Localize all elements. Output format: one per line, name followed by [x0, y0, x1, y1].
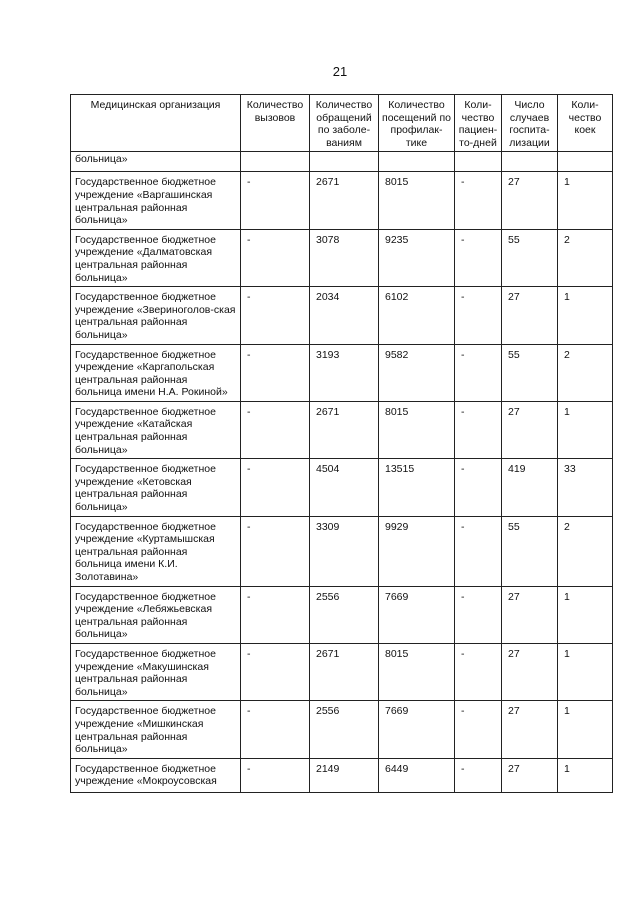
- table-row: [71, 701, 613, 758]
- calls-cell: -: [241, 701, 310, 758]
- hospitalizations-cell: 419: [502, 459, 558, 516]
- page-number: 21: [332, 64, 348, 79]
- beds-cell: 1: [558, 401, 613, 458]
- patient-days-cell: -: [455, 516, 502, 586]
- disease-visits-cell: 4504: [310, 459, 379, 516]
- hospitalizations-cell: [502, 152, 558, 172]
- disease-visits-cell: 3309: [310, 516, 379, 586]
- organization-cell: Государственное бюджетное учреждение «Мишкинская центральная районная больница»: [71, 701, 241, 758]
- hospitalizations-cell: 27: [502, 758, 558, 792]
- organization-cell: Государственное бюджетное учреждение «Каргапольская центральная районная больница имени Н.А. Рокиной»: [71, 344, 241, 401]
- calls-cell: -: [241, 401, 310, 458]
- patient-days-cell: -: [455, 758, 502, 792]
- disease-visits-cell: 3078: [310, 229, 379, 286]
- patient-days-cell: -: [455, 643, 502, 700]
- disease-visits-cell: 2556: [310, 586, 379, 643]
- table-header-row: [71, 95, 613, 152]
- organization-cell: Государственное бюджетное учреждение «Варгашинская центральная районная больница»: [71, 172, 241, 229]
- calls-cell: -: [241, 516, 310, 586]
- table-row: [71, 643, 613, 700]
- calls-cell: -: [241, 344, 310, 401]
- disease-visits-cell: 2671: [310, 643, 379, 700]
- preventive-visits-cell: 7669: [379, 701, 455, 758]
- beds-cell: [558, 152, 613, 172]
- hospitalizations-cell: 27: [502, 401, 558, 458]
- table-row: [71, 758, 613, 792]
- hospital-volumes-table: [70, 94, 613, 793]
- table-row: [71, 152, 613, 172]
- table-row: [71, 401, 613, 458]
- organization-cell: Государственное бюджетное учреждение «Куртамышская центральная районная больница имени К.И. Золотавина»: [71, 516, 241, 586]
- hospitalizations-cell: 55: [502, 229, 558, 286]
- beds-cell: 2: [558, 229, 613, 286]
- header-beds: Коли-чество коек: [558, 95, 613, 152]
- calls-cell: -: [241, 459, 310, 516]
- calls-cell: -: [241, 758, 310, 792]
- calls-cell: -: [241, 586, 310, 643]
- calls-cell: [241, 152, 310, 172]
- disease-visits-cell: 2149: [310, 758, 379, 792]
- calls-cell: -: [241, 643, 310, 700]
- header-disease-visits: Количество обращений по заболе-ваниям: [310, 95, 379, 152]
- patient-days-cell: -: [455, 586, 502, 643]
- organization-cell: Государственное бюджетное учреждение «Кетовская центральная районная больница»: [71, 459, 241, 516]
- hospitalizations-cell: 27: [502, 287, 558, 344]
- patient-days-cell: -: [455, 701, 502, 758]
- preventive-visits-cell: 9929: [379, 516, 455, 586]
- disease-visits-cell: 3193: [310, 344, 379, 401]
- preventive-visits-cell: 9235: [379, 229, 455, 286]
- header-patient-days: Коли-чество пациен-то-дней: [455, 95, 502, 152]
- preventive-visits-cell: 6449: [379, 758, 455, 792]
- organization-cell: Государственное бюджетное учреждение «Макушинская центральная районная больница»: [71, 643, 241, 700]
- patient-days-cell: [455, 152, 502, 172]
- patient-days-cell: -: [455, 344, 502, 401]
- preventive-visits-cell: 7669: [379, 586, 455, 643]
- preventive-visits-cell: 6102: [379, 287, 455, 344]
- calls-cell: -: [241, 287, 310, 344]
- preventive-visits-cell: 8015: [379, 643, 455, 700]
- disease-visits-cell: 2671: [310, 401, 379, 458]
- hospitalizations-cell: 27: [502, 172, 558, 229]
- patient-days-cell: -: [455, 229, 502, 286]
- hospitalizations-cell: 27: [502, 701, 558, 758]
- table-row: [71, 344, 613, 401]
- patient-days-cell: -: [455, 172, 502, 229]
- preventive-visits-cell: 8015: [379, 172, 455, 229]
- disease-visits-cell: 2671: [310, 172, 379, 229]
- hospitalizations-cell: 27: [502, 586, 558, 643]
- beds-cell: 2: [558, 516, 613, 586]
- table-row: [71, 516, 613, 586]
- table-row: [71, 459, 613, 516]
- beds-cell: 1: [558, 172, 613, 229]
- organization-cell: Государственное бюджетное учреждение «Далматовская центральная районная больница»: [71, 229, 241, 286]
- preventive-visits-cell: [379, 152, 455, 172]
- table-row: [71, 586, 613, 643]
- hospitalizations-cell: 27: [502, 643, 558, 700]
- beds-cell: 1: [558, 701, 613, 758]
- disease-visits-cell: 2556: [310, 701, 379, 758]
- calls-cell: -: [241, 229, 310, 286]
- patient-days-cell: -: [455, 287, 502, 344]
- beds-cell: 1: [558, 643, 613, 700]
- organization-cell: больница»: [71, 152, 241, 172]
- beds-cell: 1: [558, 287, 613, 344]
- beds-cell: 2: [558, 344, 613, 401]
- hospitalizations-cell: 55: [502, 344, 558, 401]
- disease-visits-cell: 2034: [310, 287, 379, 344]
- preventive-visits-cell: 13515: [379, 459, 455, 516]
- header-preventive-visits: Количество посещений по профилак-тике: [379, 95, 455, 152]
- beds-cell: 33: [558, 459, 613, 516]
- header-calls: Количество вызовов: [241, 95, 310, 152]
- patient-days-cell: -: [455, 401, 502, 458]
- table-row: [71, 287, 613, 344]
- beds-cell: 1: [558, 758, 613, 792]
- organization-cell: Государственное бюджетное учреждение «Лебяжьевская центральная районная больница»: [71, 586, 241, 643]
- calls-cell: -: [241, 172, 310, 229]
- organization-cell: Государственное бюджетное учреждение «Катайская центральная районная больница»: [71, 401, 241, 458]
- patient-days-cell: -: [455, 459, 502, 516]
- beds-cell: 1: [558, 586, 613, 643]
- header-hospitalizations: Число случаев госпита-лизации: [502, 95, 558, 152]
- table-row: [71, 229, 613, 286]
- header-organization: Медицинская организация: [71, 95, 241, 152]
- organization-cell: Государственное бюджетное учреждение «Мокроусовская: [71, 758, 241, 792]
- disease-visits-cell: [310, 152, 379, 172]
- table-row: [71, 172, 613, 229]
- hospitalizations-cell: 55: [502, 516, 558, 586]
- organization-cell: Государственное бюджетное учреждение «Звериноголов-ская центральная районная больница»: [71, 287, 241, 344]
- preventive-visits-cell: 9582: [379, 344, 455, 401]
- preventive-visits-cell: 8015: [379, 401, 455, 458]
